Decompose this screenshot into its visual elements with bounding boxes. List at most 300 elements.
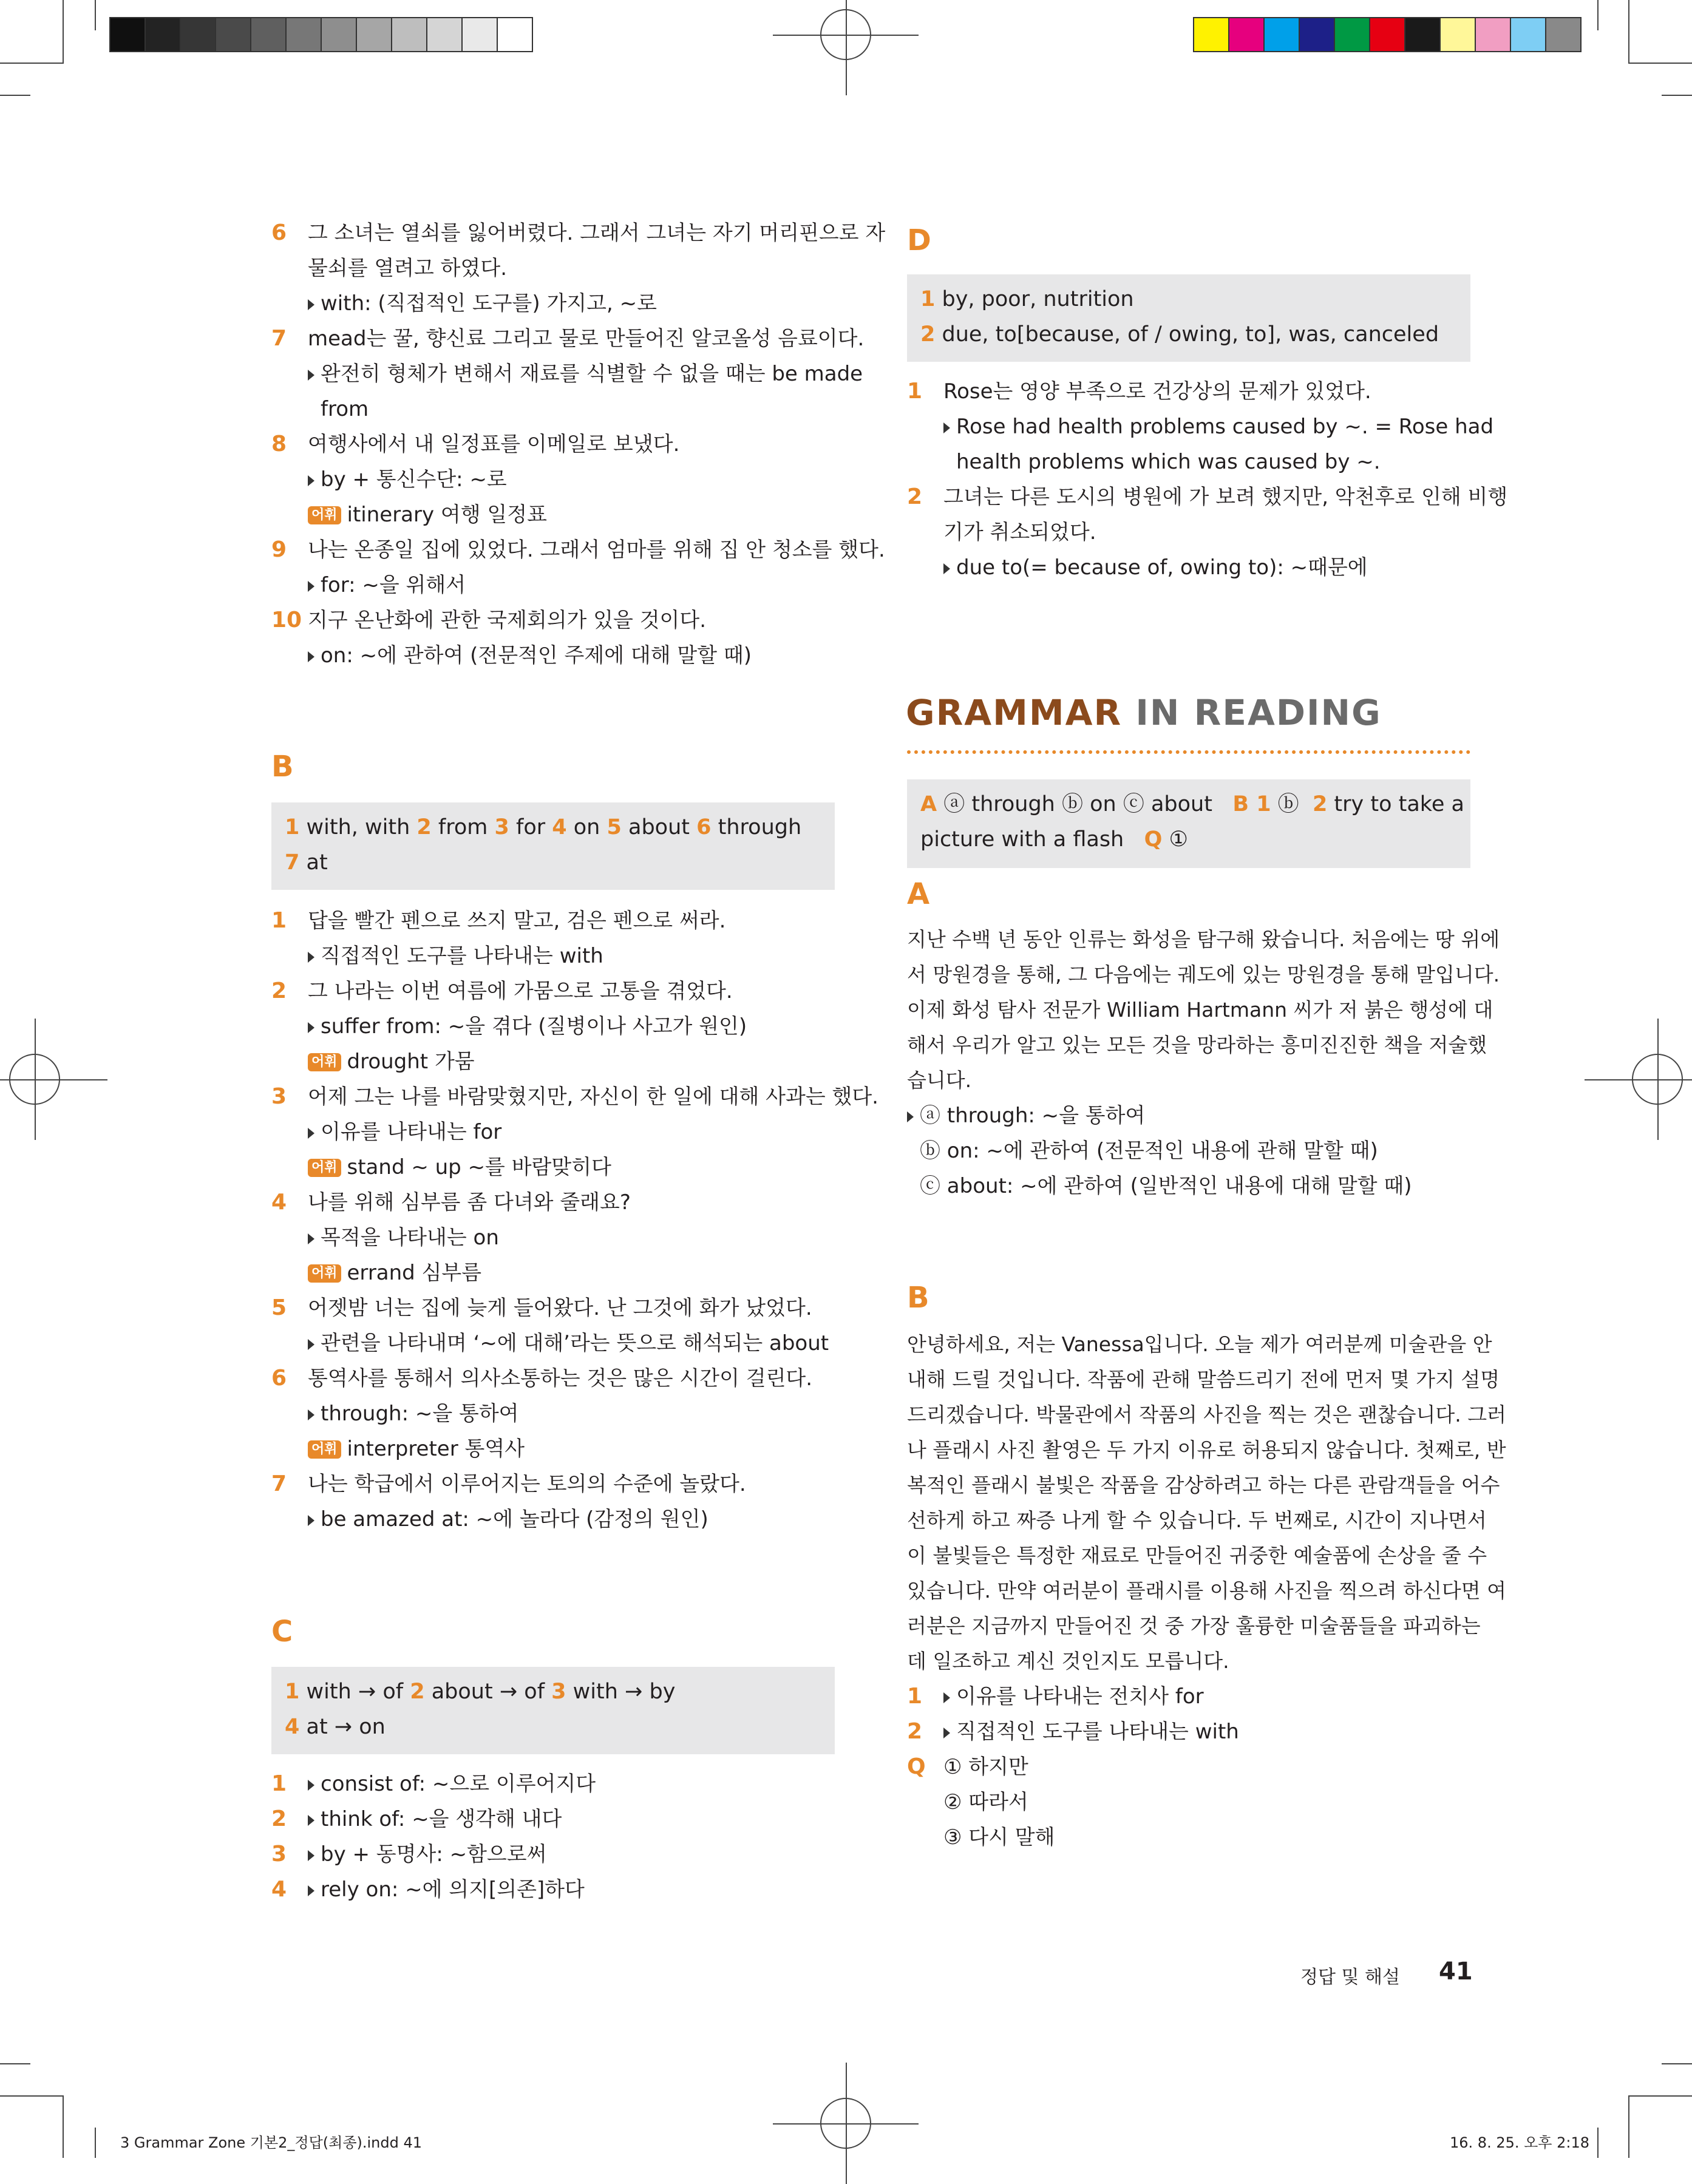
answer-line [285, 1674, 821, 1709]
item-line [271, 1361, 836, 1396]
item-number: 1 [907, 1684, 923, 1709]
note-text [308, 1044, 475, 1079]
item-line [271, 603, 836, 638]
registration-crosshair [846, 2063, 847, 2184]
item-text: 나는 학급에서 이루어지는 토의의 수준에 놀랐다. [308, 1472, 746, 1496]
vocab-badge: 어휘 [308, 1159, 341, 1177]
answer-text: about → of [431, 1680, 545, 1704]
answer-text: with, with [306, 815, 410, 839]
item-number: 3 [271, 1084, 287, 1109]
note-content: 관련을 나타내며 ‘~에 대해’라는 뜻으로 해석되는 about [321, 1331, 829, 1355]
note-text [308, 1150, 611, 1185]
note-line [271, 462, 836, 497]
vocab-content: drought 가뭄 [347, 1050, 475, 1074]
gray-swatch [426, 17, 463, 52]
answer-number: 2 [416, 815, 432, 839]
note-line [271, 568, 836, 603]
note-content: be amazed at: ~에 놀라다 (감정의 원인) [321, 1507, 708, 1531]
note-line [271, 638, 836, 673]
note-line [271, 1009, 836, 1044]
answer-line [285, 810, 821, 845]
paragraph-line: 내해 드릴 것입니다. 작품에 관해 말씀드리기 전에 먼저 몇 가지 설명 [907, 1368, 1500, 1391]
answer-text: due, to[because, of / owing, to], was, canceled [942, 322, 1439, 347]
note-line [271, 1255, 836, 1290]
section-c-items [271, 1766, 836, 1907]
paragraph-line: 복적인 플래시 불빛은 작품을 감상하려고 하는 다른 관람객들을 어수 [907, 1473, 1500, 1497]
answer-text: for [516, 815, 546, 839]
paragraph-line: 지난 수백 년 동안 인류는 화성을 탐구해 왔습니다. 처음에는 땅 위에 [907, 928, 1500, 951]
item-line [907, 515, 1472, 550]
item-line [271, 1290, 836, 1326]
answer-label: A [920, 792, 937, 816]
triangle-bullet-icon [308, 952, 314, 963]
section-b-answer-box [271, 802, 835, 890]
note-content: for: ~을 위해서 [321, 573, 466, 597]
registration-crosshair [1657, 1019, 1659, 1140]
answer-number: 7 [285, 850, 300, 875]
reading-b-block [907, 1327, 1506, 1855]
item-number: 1 [271, 1771, 287, 1796]
item-number: 2 [271, 1806, 287, 1831]
answer-number: 2 [920, 322, 936, 347]
item-text [308, 1802, 562, 1837]
crop-mark [1597, 0, 1599, 30]
item-line [271, 1185, 836, 1220]
item-line [907, 1749, 1470, 1785]
item-line [271, 1837, 836, 1872]
crop-mark [1628, 63, 1692, 64]
answer-text: with → by [572, 1680, 676, 1704]
note-content: rely on: ~에 의지[의존]하다 [321, 1877, 585, 1902]
answer-text: ⓐ through ⓑ on ⓒ about [937, 792, 1233, 816]
crop-mark [1662, 95, 1692, 96]
item-text [308, 1872, 585, 1907]
triangle-bullet-icon [308, 1515, 314, 1526]
note-content: think of: ~을 생각해 내다 [321, 1807, 562, 1831]
answer-number: 3 [494, 815, 509, 839]
paragraph-line: 선하게 하고 짜증 나게 할 수 있습니다. 두 번째로, 시간이 지나면서 [907, 1508, 1487, 1532]
color-swatch [1475, 17, 1511, 52]
item-text: 통역사를 통해서 의사소통하는 것은 많은 시간이 걸린다. [308, 1366, 813, 1391]
item-line [271, 1872, 836, 1907]
item-number: 7 [271, 1471, 287, 1496]
item-number: 9 [271, 537, 287, 562]
note-line [907, 550, 1472, 585]
note-text [308, 1114, 501, 1150]
note-line [907, 444, 1472, 480]
paragraph-line: 있습니다. 만약 여러분이 플래시를 이용해 사진을 찍으려 하신다면 여 [907, 1579, 1506, 1602]
note-content: 직접적인 도구를 나타내는 with [956, 1720, 1239, 1744]
item-line [271, 974, 836, 1009]
note-content: 이유를 나타내는 for [321, 1120, 502, 1144]
triangle-bullet-icon [308, 1233, 314, 1244]
answer-number: 5 [606, 815, 622, 839]
note-line [271, 1502, 836, 1537]
triangle-bullet-icon [943, 1728, 950, 1738]
note-content: ⓐ through: ~을 통하여 [920, 1104, 1146, 1128]
crop-mark [1628, 2095, 1692, 2097]
crop-mark [63, 2095, 64, 2158]
reading-a-block [907, 922, 1500, 1204]
item-number: 4 [271, 1877, 287, 1902]
item-text: 어젯밤 너는 집에 늦게 들어왔다. 난 그것에 화가 났었다. [308, 1296, 812, 1320]
answer-text: on [573, 815, 600, 839]
paragraph-line: 해서 우리가 알고 있는 모든 것을 망라하는 흥미진진한 책을 저술했 [907, 1033, 1487, 1057]
item-text: ③ 다시 말해 [943, 1825, 1055, 1850]
note-text [308, 938, 603, 974]
answer-text: at → on [306, 1715, 386, 1739]
triangle-bullet-icon [943, 422, 950, 433]
paragraph-line: 안녕하세요, 저는 Vanessa입니다. 오늘 제가 여러분께 미술관을 안 [907, 1332, 1492, 1356]
answer-text: ① [1162, 827, 1188, 852]
color-swatch [1193, 17, 1229, 52]
color-swatch [1404, 17, 1441, 52]
note-content: with: (직접적인 도구를) 가지고, ~로 [321, 291, 657, 316]
crop-mark [1628, 2095, 1629, 2158]
item-line [271, 427, 836, 462]
reading-a-letter: A [907, 877, 930, 911]
item-number: 4 [271, 1190, 287, 1215]
item-number: 2 [271, 978, 287, 1003]
item-line [907, 480, 1508, 515]
paragraph-line: 드리겠습니다. 박물관에서 작품의 사진을 찍는 것은 괜찮습니다. 그러 [907, 1403, 1506, 1426]
paragraph-line: 러분은 지금까지 만들어진 것 중 가장 훌륭한 미술품들을 파괴하는 [907, 1614, 1481, 1638]
item-number: 10 [271, 608, 302, 632]
item-line [271, 321, 865, 356]
triangle-bullet-icon [308, 1409, 314, 1420]
note-content: ⓑ on: ~에 관하여 (전문적인 내용에 관해 말할 때) [920, 1139, 1378, 1163]
item-number: 1 [271, 908, 287, 933]
triangle-bullet-icon [943, 1692, 950, 1703]
item-line [271, 215, 886, 251]
left-top-items [271, 215, 886, 673]
note-line [907, 1098, 1470, 1133]
vocab-content: errand 심부름 [347, 1261, 482, 1285]
triangle-bullet-icon [308, 1128, 314, 1139]
note-line [271, 1114, 836, 1150]
triangle-bullet-icon [308, 370, 314, 381]
paragraph-line: 이제 화성 탐사 전문가 William Hartmann 씨가 저 붉은 행성에 대 [907, 998, 1493, 1022]
item-line [271, 903, 836, 938]
item-number: 6 [271, 220, 287, 245]
answer-label: Q [1144, 827, 1163, 852]
item-number: 5 [271, 1295, 287, 1320]
page-number: 41 [1439, 1958, 1473, 1986]
item-line [271, 532, 885, 568]
heading-word-in-reading: IN READING [1135, 692, 1382, 733]
answer-number: 1 [285, 1680, 300, 1704]
answer-text: ⓑ [1271, 792, 1313, 816]
paragraph-line: 습니다. [907, 1068, 972, 1092]
item-number: 1 [907, 379, 923, 404]
item-text: 여행사에서 내 일정표를 이메일로 보냈다. [308, 432, 680, 456]
note-text [308, 286, 657, 321]
note-text [308, 1396, 519, 1431]
registration-crosshair [0, 1079, 107, 1080]
note-text [943, 409, 1493, 444]
answer-line [285, 1709, 821, 1745]
gray-swatch [285, 17, 322, 52]
crop-mark [1628, 0, 1629, 63]
note-content: on: ~에 관하여 (전문적인 주제에 대해 말할 때) [321, 643, 752, 668]
note-line [271, 938, 836, 974]
note-content: 목적을 나타내는 on [321, 1226, 499, 1250]
paragraph-line: 이 불빛들은 특정한 재료로 만들어진 귀중한 예술품에 손상을 줄 수 [907, 1544, 1487, 1567]
answer-number: 6 [696, 815, 712, 839]
item-text: 그 소녀는 열쇠를 잃어버렸다. 그래서 그녀는 자기 머리핀으로 자 [308, 221, 886, 245]
item-line [907, 1714, 1470, 1749]
triangle-bullet-icon [308, 299, 314, 310]
note-line [271, 497, 836, 532]
item-text: 그녀는 다른 도시의 병원에 가 보려 했지만, 악천후로 인해 비행 [943, 485, 1508, 509]
footer-section-label: 정답 및 해설 [1300, 1967, 1400, 1988]
answer-label: B 1 [1232, 792, 1271, 816]
note-text [308, 1220, 499, 1255]
section-d-letter: D [907, 223, 931, 257]
answer-text: by, poor, nutrition [942, 287, 1134, 311]
paragraph-line: 나 플래시 사진 촬영은 두 가지 이유로 허용되지 않습니다. 첫째로, 반 [907, 1438, 1506, 1462]
item-line [907, 374, 1472, 409]
note-text [308, 497, 547, 532]
paragraph-line: 데 일조하고 계신 것인지도 모릅니다. [907, 1649, 1229, 1673]
answer-number: 1 [920, 287, 936, 311]
item-text: 나는 온종일 집에 있었다. 그래서 엄마를 위해 집 안 청소를 했다. [308, 538, 885, 562]
triangle-bullet-icon [308, 581, 314, 592]
answer-number: 4 [552, 815, 567, 839]
item-text: ② 따라서 [943, 1790, 1028, 1814]
vocab-badge: 어휘 [308, 1053, 341, 1071]
registration-crosshair [846, 0, 847, 95]
note-content: 이유를 나타내는 전치사 for [956, 1684, 1204, 1709]
section-b-items [271, 903, 878, 1537]
note-continuation: health problems which was caused by ~. [956, 450, 1381, 474]
answer-text: about [628, 815, 690, 839]
color-swatch [1299, 17, 1335, 52]
item-text [308, 1766, 596, 1802]
vocab-content: itinerary 여행 일정표 [347, 503, 547, 527]
item-text: 지구 온난화에 관한 국제회의가 있을 것이다. [308, 608, 707, 632]
item-number: 7 [271, 326, 287, 351]
triangle-bullet-icon [308, 1780, 314, 1791]
item-number: Q [907, 1754, 926, 1779]
note-line [271, 1431, 836, 1467]
answer-text: through [718, 815, 802, 839]
item-line [907, 1785, 1470, 1820]
answer-number: 2 [410, 1680, 425, 1704]
triangle-bullet-icon [308, 475, 314, 486]
gray-swatch [356, 17, 392, 52]
item-text: 어제 그는 나를 바람맞혔지만, 자신이 한 일에 대해 사과는 했다. [308, 1085, 878, 1109]
vocab-badge: 어휘 [308, 1440, 341, 1459]
answer-number: 1 [285, 815, 300, 839]
color-swatch [1228, 17, 1265, 52]
answer-line [920, 282, 1457, 317]
item-line [271, 1079, 878, 1114]
item-number: 6 [271, 1366, 287, 1391]
note-content: Rose had health problems caused by ~. = Rose had [956, 415, 1494, 439]
item-text: 기가 취소되었다. [943, 520, 1096, 544]
crop-mark [1597, 2128, 1599, 2158]
registration-crosshair [35, 1019, 36, 1140]
answer-number: 4 [285, 1715, 300, 1739]
color-swatch [1510, 17, 1546, 52]
vocab-content: stand ~ up ~를 바람맞히다 [347, 1155, 611, 1179]
note-text [308, 1326, 829, 1361]
item-text: Rose는 영양 부족으로 건강상의 문제가 있었다. [943, 379, 1371, 404]
color-swatch [1545, 17, 1582, 52]
gray-swatch [461, 17, 498, 52]
item-line [271, 1467, 836, 1502]
vocab-badge: 어휘 [308, 506, 341, 524]
note-line [271, 1326, 836, 1361]
triangle-bullet-icon [308, 1885, 314, 1896]
item-line [271, 1802, 836, 1837]
color-swatch [1369, 17, 1405, 52]
paragraph-line: 서 망원경을 통해, 그 다음에는 궤도에 있는 망원경을 통해 말입니다. [907, 963, 1500, 986]
answer-text: from [438, 815, 488, 839]
item-number: 8 [271, 432, 287, 456]
gray-swatch [497, 17, 533, 52]
note-text [308, 638, 752, 673]
note-line [271, 392, 836, 427]
gray-swatch [321, 17, 357, 52]
answer-line [920, 317, 1457, 352]
note-content: through: ~을 통하여 [321, 1402, 519, 1426]
crop-mark [0, 63, 64, 64]
note-content: 직접적인 도구를 나타내는 with [321, 944, 603, 968]
note-line [271, 286, 836, 321]
item-line [271, 251, 836, 286]
note-line [907, 1133, 1470, 1168]
section-b-letter: B [271, 750, 294, 784]
item-number: 3 [271, 1842, 287, 1867]
note-line [271, 1396, 836, 1431]
answer-number: 3 [551, 1680, 566, 1704]
vocab-badge: 어휘 [308, 1264, 341, 1283]
note-content: by + 통신수단: ~로 [321, 467, 507, 492]
item-text: 답을 빨간 펜으로 쓰지 말고, 검은 펜으로 써라. [308, 909, 726, 933]
note-text [308, 1502, 708, 1537]
answer-text: with → of [306, 1680, 404, 1704]
grammar-in-reading-heading [906, 692, 1382, 733]
note-text [308, 1009, 747, 1044]
triangle-bullet-icon [308, 1850, 314, 1861]
heading-word-grammar: GRAMMAR [906, 692, 1123, 733]
note-content: ⓒ about: ~에 관하여 (일반적인 내용에 대해 말할 때) [920, 1174, 1412, 1198]
note-text [956, 444, 1381, 480]
crop-mark [95, 0, 96, 30]
reading-b-letter: B [907, 1281, 929, 1315]
note-content: consist of: ~으로 이루어지다 [321, 1772, 596, 1796]
item-text: 나를 위해 심부름 좀 다녀와 줄래요? [308, 1190, 631, 1215]
triangle-bullet-icon [308, 1815, 314, 1826]
triangle-bullet-icon [943, 563, 950, 574]
item-text: 물쇠를 열려고 하였다. [308, 256, 508, 280]
crop-mark [0, 2063, 30, 2064]
note-line [271, 1150, 836, 1185]
item-text: 그 나라는 이번 여름에 가뭄으로 고통을 겪었다. [308, 979, 733, 1003]
note-text [308, 1431, 525, 1467]
crop-mark [0, 95, 30, 96]
item-number: 2 [907, 1719, 923, 1744]
note-content: suffer from: ~을 겪다 (질병이나 사고가 원인) [321, 1014, 747, 1039]
crop-mark [1662, 2063, 1692, 2064]
gray-swatch [250, 17, 287, 52]
color-swatch [1439, 17, 1476, 52]
triangle-bullet-icon [907, 1111, 914, 1122]
gray-swatch [109, 17, 146, 52]
note-line [271, 1044, 836, 1079]
item-line [271, 1766, 836, 1802]
answer-text: at [306, 850, 328, 875]
note-line [271, 1220, 836, 1255]
note-continuation: from [321, 397, 369, 421]
grammar-in-reading-answer-box [907, 779, 1470, 868]
gray-swatch [391, 17, 427, 52]
note-text [943, 550, 1368, 585]
note-text [907, 1098, 1145, 1133]
answer-text: picture with a flash [920, 827, 1144, 852]
note-content: by + 동명사: ~함으로써 [321, 1842, 547, 1867]
slug-file-info: 3 Grammar Zone 기본2_정답(최종).indd 41 [120, 2134, 423, 2151]
note-text [920, 1168, 1412, 1204]
note-text [321, 392, 369, 427]
note-text [308, 1255, 481, 1290]
note-content: due to(= because of, owing to): ~때문에 [956, 555, 1368, 580]
gray-swatch [215, 17, 251, 52]
item-number: 2 [907, 484, 923, 509]
note-text [308, 568, 466, 603]
triangle-bullet-icon [308, 651, 314, 662]
section-c-answer-box [271, 1667, 835, 1754]
crop-mark [95, 2128, 96, 2158]
answer-line [920, 822, 1457, 857]
gray-swatch [144, 17, 181, 52]
color-swatch [1263, 17, 1300, 52]
answer-line [920, 787, 1464, 822]
item-text [308, 1837, 546, 1872]
vocab-content: interpreter 통역사 [347, 1437, 525, 1461]
note-text [308, 356, 863, 392]
section-c-letter: C [271, 1615, 293, 1649]
crop-mark [0, 2095, 64, 2097]
item-text [943, 1714, 1239, 1749]
note-text [308, 462, 507, 497]
note-line [271, 356, 863, 392]
item-line [907, 1679, 1470, 1714]
item-text [943, 1679, 1204, 1714]
triangle-bullet-icon [308, 1339, 314, 1350]
section-d-items [907, 374, 1508, 585]
note-text [920, 1133, 1378, 1168]
triangle-bullet-icon [308, 1022, 314, 1033]
note-line [907, 409, 1494, 444]
note-content: 완전히 형체가 변해서 재료를 식별할 수 없을 때는 be made [321, 362, 863, 386]
answer-line [285, 845, 821, 880]
section-d-answer-box [907, 274, 1470, 362]
item-text: ① 하지만 [943, 1755, 1028, 1779]
note-line [907, 1168, 1470, 1204]
answer-label: 2 [1312, 792, 1328, 816]
heading-dotted-rule [907, 750, 1470, 754]
item-line [907, 1820, 1470, 1855]
registration-crosshair [1585, 1079, 1692, 1080]
gray-swatch [180, 17, 216, 52]
crop-mark [63, 0, 64, 63]
slug-date-time: 16. 8. 25. 오후 2:18 [1450, 2134, 1590, 2151]
answer-text: try to take a [1327, 792, 1464, 816]
color-swatch [1334, 17, 1370, 52]
